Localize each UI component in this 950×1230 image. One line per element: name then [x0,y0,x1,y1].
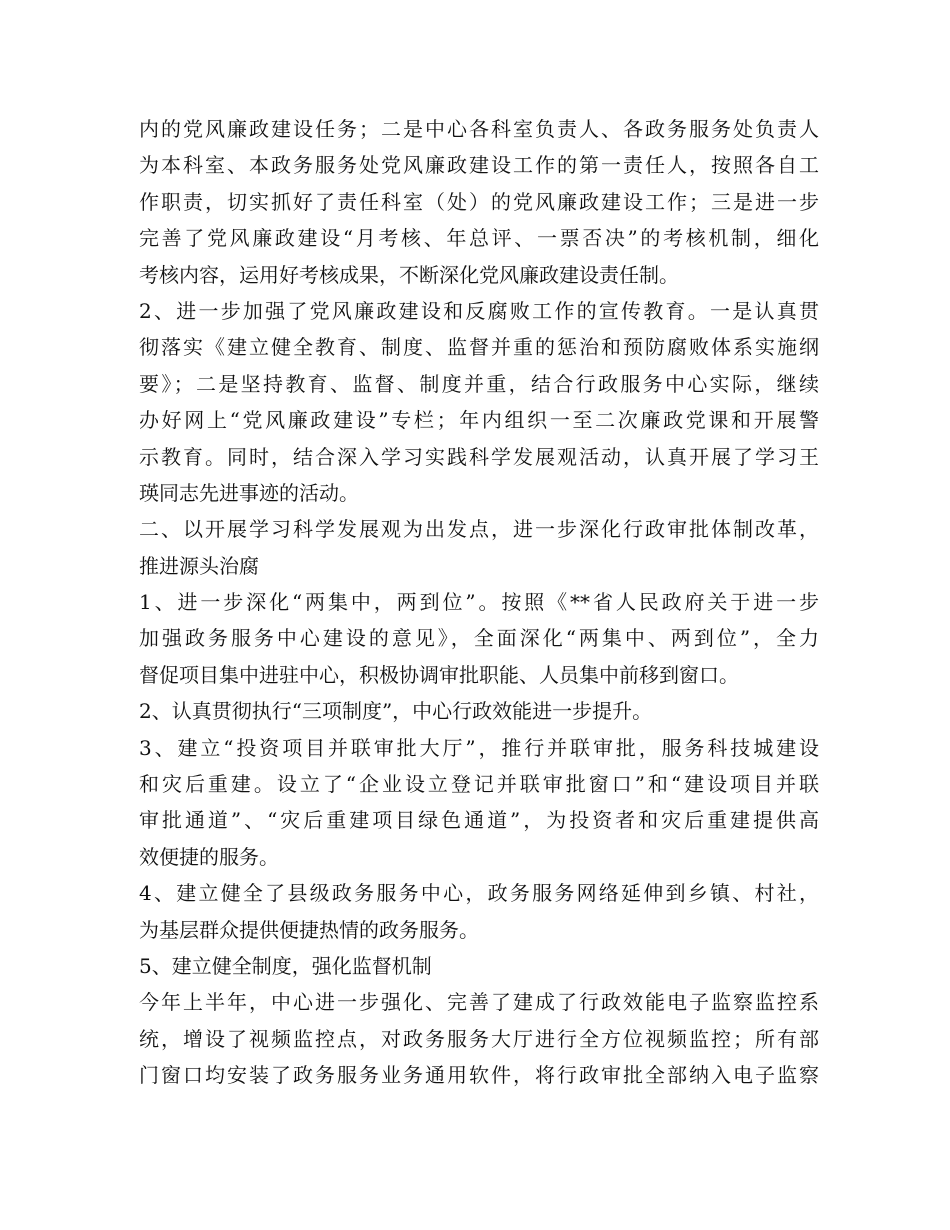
section-heading: 推进源头治腐 [139,553,259,578]
text-line: 4、建立健全了县级政务服务中心，政务服务网络延伸到乡镇、村社， [139,881,819,906]
text-line: 5、建立健全制度，强化监督机制 [139,953,432,978]
text-line: 1、进一步深化“两集中，两到位”。按照《**省人民政府关于进一步 [139,590,819,615]
text-line: 完善了党风廉政建设“月考核、年总评、一票否决”的考核机制，细化 [139,226,819,251]
text-line: 和灾后重建。设立了“企业设立登记并联审批窗口”和“建设项目并联 [139,772,819,797]
document-body [139,111,819,1094]
text-line: 要》；二是坚持教育、监督、制度并重，结合行政服务中心实际，继续 [139,371,819,396]
text-line: 2、进一步加强了党风廉政建设和反腐败工作的宣传教育。一是认真贯 [139,298,819,323]
text-line: 今年上半年，中心进一步强化、完善了建成了行政效能电子监察监控系 [139,990,819,1015]
text-line: 为基层群众提供便捷热情的政务服务。 [139,917,479,942]
text-line: 门窗口均安装了政务服务业务通用软件，将行政审批全部纳入电子监察 [139,1063,819,1088]
text-line: 彻落实《建立健全教育、制度、监督并重的惩治和预防腐败体系实施纲 [139,335,819,360]
text-line: 考核内容，运用好考核成果，不断深化党风廉政建设责任制。 [139,262,679,287]
text-line: 督促项目集中进驻中心，积极协调审批职能、人员集中前移到窗口。 [139,662,739,687]
text-line: 2、认真贯彻执行“三项制度”，中心行政效能进一步提升。 [139,699,653,724]
text-line: 瑛同志先进事迹的活动。 [139,480,359,505]
text-line: 内的党风廉政建设任务；二是中心各科室负责人、各政务服务处负责人 [139,117,819,141]
text-line: 效便捷的服务。 [139,844,279,869]
text-line: 为本科室、本政务服务处党风廉政建设工作的第一责任人，按照各自工 [139,153,819,178]
text-line: 办好网上“党风廉政建设”专栏；年内组织一至二次廉政党课和开展警 [139,408,819,433]
section-heading: 二、以开展学习科学发展观为出发点，进一步深化行政审批体制改革， [139,517,819,542]
text-line: 3、建立“投资项目并联审批大厅”，推行并联审批，服务科技城建设 [139,735,819,760]
text-line: 审批通道”、“灾后重建项目绿色通道”，为投资者和灾后重建提供高 [139,808,819,833]
text-line: 示教育。同时，结合深入学习实践科学发展观活动，认真开展了学习王 [139,444,819,469]
text-line: 作职责，切实抓好了责任科室（处）的党风廉政建设工作；三是进一步 [139,189,819,214]
text-line: 统，增设了视频监控点，对政务服务大厅进行全方位视频监控；所有部 [139,1026,819,1051]
text-line: 加强政务服务中心建设的意见》，全面深化“两集中、两到位”，全力 [139,626,819,651]
